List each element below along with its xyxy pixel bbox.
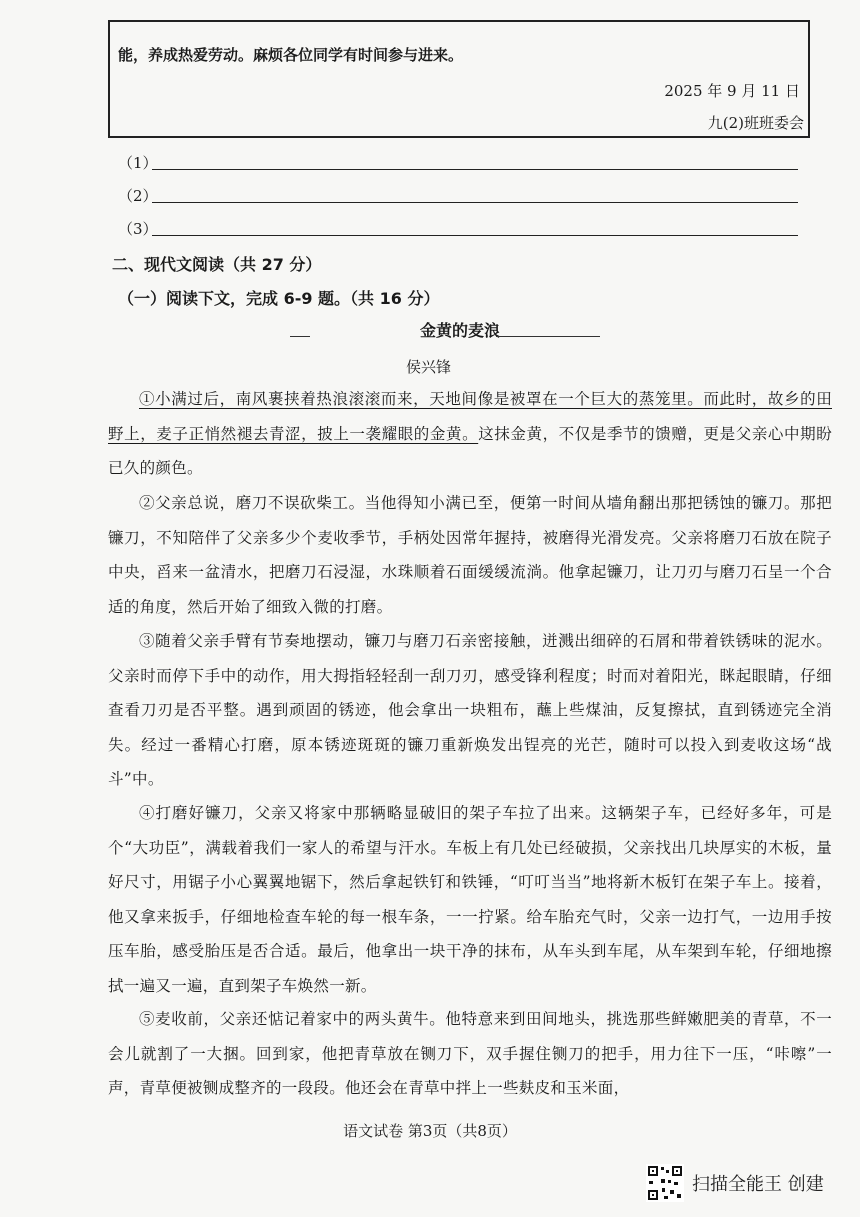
paragraph-4: ④打磨好镰刀，父亲又将家中那辆略显破旧的架子车拉了出来。这辆架子车，已经好多年，可是个“大功臣”，满载着我们一家人的希望与汗水。车板上有几处已经破损，父亲找出几块厚实的木板，量好尺寸，用锯子小心翼翼地锯下，然后拿起铁钉和铁锤，“叮叮当当”地将新木板钉在架子车上。接着，他又拿来扳手，仔细地检查车轮的每一根车条，一一拧紧。给车胎充气时，父亲一边打气，一边用手按压车胎，感受胎压是否合适。最后，他拿出一块干净的抹布，从车头到车尾，从车架到车轮，仔细地擦拭一遍又一遍，直到架子车焕然一新。 [108, 804, 832, 995]
paragraph-text: 这抹金黄，不仅是季节的馈赠，更是父亲心中期盼已久的颜色。 [108, 424, 833, 477]
qr-code-icon [646, 1164, 684, 1202]
answer-line-number: （2） [118, 187, 158, 205]
title-dash [290, 336, 310, 337]
answer-line-number: （3） [118, 220, 158, 238]
notice-signature: 九(2)班班委会 [707, 114, 804, 132]
paragraph-5: ⑤麦收前，父亲还惦记着家中的两头黄牛。他特意来到田间地头，挑选那些鲜嫩肥美的青草，不一会儿就割了一大捆。回到家，他把青草放在铡刀下，双手握住铡刀的把手，用力往下一压，“咔嚓”一声，青草便被铡成整齐的一段段。他还会在青草中拌上一些麸皮和玉米面， [108, 1010, 832, 1097]
paragraph-2: ②父亲总说，磨刀不误砍柴工。当他得知小满已至，便第一时间从墙角翻出那把锈蚀的镰刀。那把镰刀，不知陪伴了父亲多少个麦收季节，手柄处因常年握持，被磨得光滑发亮。父亲将磨刀石放在院子中央，舀来一盆清水，把磨刀石浸湿，水珠顺着石面缓缓流淌。他拿起镰刀，让刀刃与磨刀石呈一个合适的角度，然后开始了细致入微的打磨。 [108, 494, 832, 616]
title-blank [496, 336, 600, 337]
answer-rule [152, 235, 798, 236]
sub-section-heading: （一）阅读下文，完成 6-9 题。（共 16 分） [118, 289, 440, 308]
notice-text: 能，养成热爱劳动。麻烦各位同学有时间参与进来。 [118, 46, 464, 64]
answer-line-2[interactable] [118, 185, 798, 207]
answer-line-1[interactable] [118, 152, 798, 174]
answer-rule [152, 169, 798, 170]
answer-line-number: （1） [118, 154, 158, 172]
page-footer: 语文试卷 第3页（共8页） [343, 1122, 517, 1140]
paragraph-3: ③随着父亲手臂有节奏地摆动，镰刀与磨刀石亲密接触，迸溅出细碎的石屑和带着铁锈味的泥水。父亲时而停下手中的动作，用大拇指轻轻刮一刮刀刃，感受锋利程度；时而对着阳光，眯起眼睛，仔细查看刀刃是否平整。遇到顽固的锈迹，他会拿出一块粗布，蘸上些煤油，反复擦拭，直到锈迹完全消失。经过一番精心打磨，原本锈迹斑斑的镰刀重新焕发出锃亮的光芒，随时可以投入到麦收这场“战斗”中。 [108, 632, 832, 788]
article-author: 侯兴锋 [406, 358, 452, 376]
article-title: 金黄的麦浪 [420, 321, 501, 340]
section-heading: 二、现代文阅读（共 27 分） [112, 255, 322, 274]
answer-rule [152, 202, 798, 203]
article-title-row [290, 318, 610, 344]
watermark-text: 扫描全能王 创建 [692, 1174, 824, 1195]
paragraph-1 [108, 382, 832, 486]
answer-line-3[interactable] [118, 218, 798, 240]
notice-date: 2025 年 9 月 11 日 [664, 82, 800, 100]
underlined-sentence: ①小满过后，南风裹挟着热浪滚滚而来，天地间像是被罩在一个巨大的蒸笼里。而此时，故乡的田野上，麦子正悄然褪去青涩，披上一袭耀眼的金黄。 [108, 390, 832, 443]
notice-box [108, 20, 810, 138]
